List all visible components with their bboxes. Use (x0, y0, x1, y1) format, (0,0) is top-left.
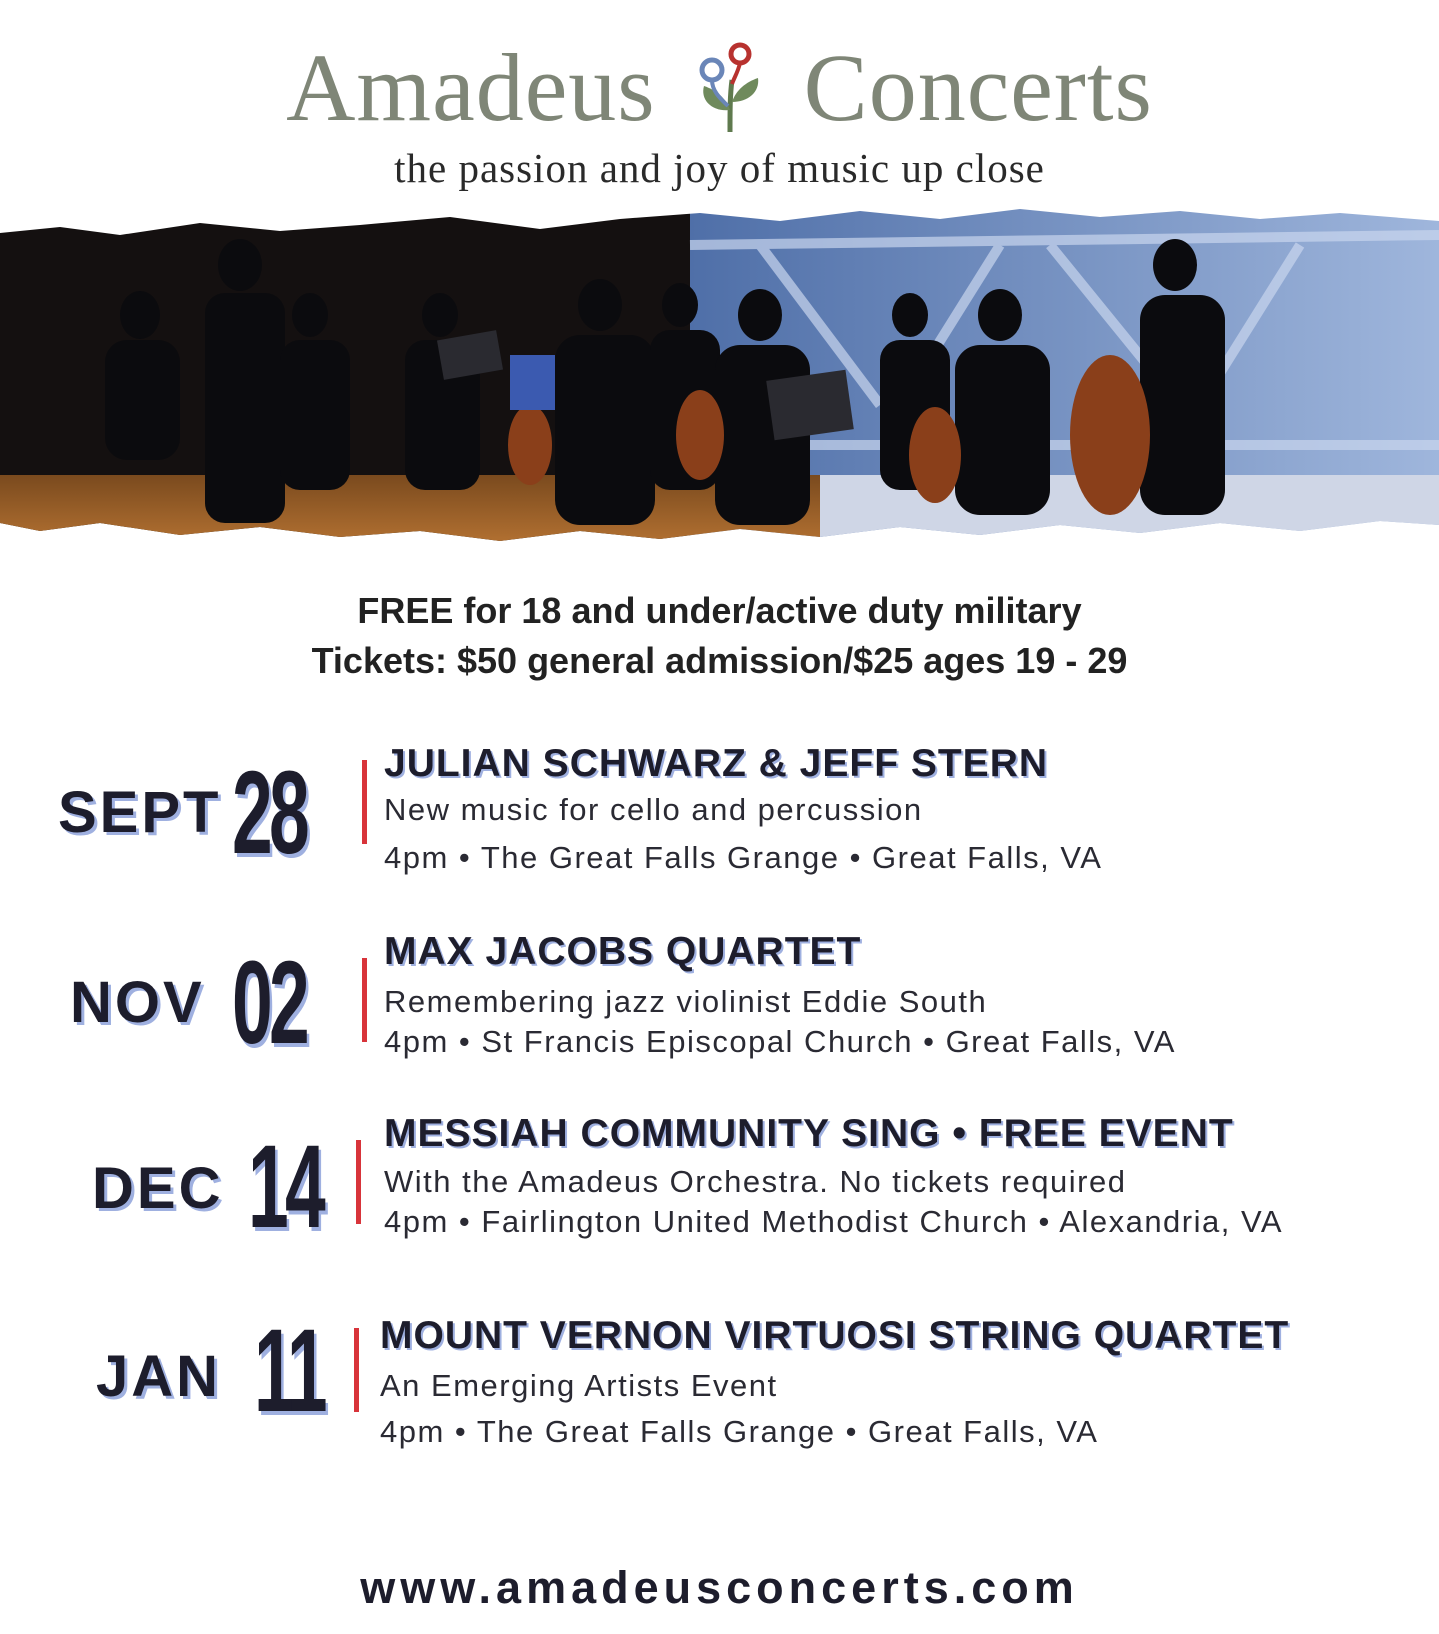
pricing-tickets-line: Tickets: $50 general admission/$25 ages 19 - 29 (311, 640, 1128, 681)
event-day: 14 (248, 1121, 322, 1253)
orchestra-photo (0, 205, 1439, 560)
brand-name-left: Amadeus (286, 34, 656, 141)
event-item (0, 930, 1439, 1092)
event-item (0, 1305, 1439, 1468)
event-title: JULIAN SCHWARZ & JEFF STERN (384, 742, 1049, 785)
event-divider (362, 958, 367, 1042)
event-item (0, 1112, 1439, 1276)
event-title: MOUNT VERNON VIRTUOSI STRING QUARTET (380, 1314, 1290, 1357)
event-divider (356, 1140, 361, 1224)
event-description: Remembering jazz violinist Eddie South (384, 984, 988, 1019)
tagline: the passion and joy of music up close (394, 145, 1045, 191)
event-details: 4pm • Fairlington United Methodist Church • Alexandria, VA (384, 1204, 1284, 1239)
event-divider (354, 1328, 359, 1412)
event-month: DEC (92, 1156, 224, 1221)
event-month: SEPT (58, 780, 222, 845)
event-description: An Emerging Artists Event (380, 1368, 778, 1403)
event-month: NOV (70, 970, 205, 1035)
event-title: MAX JACOBS QUARTET (384, 930, 862, 973)
event-description: With the Amadeus Orchestra. No tickets required (384, 1164, 1127, 1199)
pricing-info (0, 586, 1439, 686)
event-description: New music for cello and percussion (384, 792, 923, 827)
event-day: 28 (232, 747, 306, 879)
event-day: 11 (254, 1305, 324, 1437)
event-title: MESSIAH COMMUNITY SING • FREE EVENT (384, 1112, 1234, 1155)
flower-sprout-icon (682, 40, 778, 136)
event-details: 4pm • The Great Falls Grange • Great Falls, VA (380, 1414, 1099, 1449)
event-details: 4pm • The Great Falls Grange • Great Falls, VA (384, 840, 1103, 875)
website-url[interactable]: www.amadeusconcerts.com (360, 1562, 1079, 1613)
brand-logo (0, 34, 1439, 141)
event-month: JAN (96, 1344, 222, 1409)
header (0, 0, 1439, 205)
event-details: 4pm • St Francis Episcopal Church • Great Falls, VA (384, 1024, 1176, 1059)
brand-name-right: Concerts (803, 34, 1153, 141)
event-divider (362, 760, 367, 844)
event-item (0, 742, 1439, 900)
event-day: 02 (232, 937, 306, 1069)
pricing-free-line: FREE for 18 and under/active duty military (357, 590, 1082, 631)
